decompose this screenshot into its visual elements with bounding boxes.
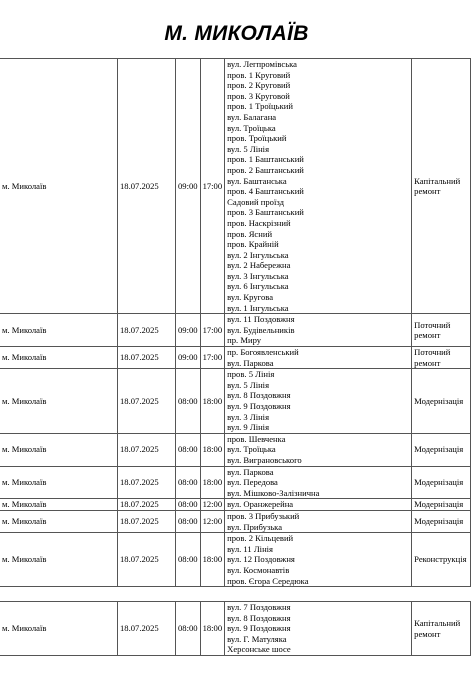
table-row	[0, 369, 471, 434]
start-time-cell: 09:00	[176, 347, 201, 369]
start-time-cell: 09:00	[176, 59, 201, 314]
street-item: пров. 3 Круговой	[227, 90, 290, 101]
city-cell: м. Миколаїв	[0, 433, 118, 466]
date-cell: 18.07.2025	[118, 314, 176, 347]
street-item: вул. 9 Поздовжня	[227, 623, 291, 634]
streets-cell	[225, 433, 412, 466]
work-type-cell: Модернізація	[412, 499, 471, 511]
streets-cell	[225, 499, 412, 511]
street-item: Садовий проїзд	[227, 196, 284, 207]
street-item: вул. Мішково-Залізнична	[227, 487, 320, 498]
date-cell: 18.07.2025	[118, 347, 176, 369]
street-item: пров. 1 Троїцький	[227, 101, 293, 112]
table-row	[0, 510, 471, 532]
street-item: пр. Богоявленський	[227, 347, 299, 358]
table-row	[0, 59, 471, 314]
work-type-cell: Модернізація	[412, 466, 471, 499]
street-item: пров. Ясний	[227, 228, 273, 239]
end-time-cell: 12:00	[200, 510, 225, 532]
street-item: вул. Паркова	[227, 357, 274, 368]
date-cell: 18.07.2025	[118, 510, 176, 532]
work-type-cell: Капітальний ремонт	[412, 602, 471, 656]
table-gap-cell	[0, 587, 471, 602]
table-row	[0, 499, 471, 511]
street-item: вул. 2 Інгульська	[227, 249, 289, 260]
date-cell: 18.07.2025	[118, 369, 176, 434]
outage-schedule-table	[0, 58, 471, 656]
table-row	[0, 466, 471, 499]
city-cell: м. Миколаїв	[0, 369, 118, 434]
streets-cell	[225, 466, 412, 499]
start-time-cell: 08:00	[176, 433, 201, 466]
street-item: вул. 7 Поздовжня	[227, 602, 291, 613]
street-item: вул. 12 Поздовжня	[227, 554, 295, 565]
streets-cell	[225, 59, 412, 314]
city-cell: м. Миколаїв	[0, 602, 118, 656]
end-time-cell: 18:00	[200, 602, 225, 656]
work-type-cell: Капітальний ремонт	[412, 59, 471, 314]
street-item: вул. 8 Поздовжня	[227, 390, 291, 401]
street-item: вул. Г. Матуляка	[227, 633, 287, 644]
date-cell: 18.07.2025	[118, 59, 176, 314]
street-item: вул. Будівельників	[227, 324, 295, 335]
streets-cell	[225, 314, 412, 347]
street-item: пров. Троїцький	[227, 133, 287, 144]
date-cell: 18.07.2025	[118, 466, 176, 499]
start-time-cell: 09:00	[176, 314, 201, 347]
city-cell: м. Миколаїв	[0, 499, 118, 511]
street-item: пров. 3 Прибузький	[227, 510, 300, 521]
street-item: вул. 6 Інгульська	[227, 281, 289, 292]
city-cell: м. Миколаїв	[0, 59, 118, 314]
street-item: пров. 1 Круговий	[227, 69, 291, 80]
street-item: вул. Передова	[227, 477, 278, 488]
street-item: вул. 2 Набережна	[227, 260, 291, 271]
street-item: пров. 2 Баштанський	[227, 164, 304, 175]
start-time-cell: 08:00	[176, 602, 201, 656]
streets-cell	[225, 602, 412, 656]
date-cell: 18.07.2025	[118, 533, 176, 587]
street-item: вул. 1 Інгульська	[227, 302, 289, 313]
street-item: пров. 5 Лінія	[227, 369, 275, 380]
street-item: вул. 5 Лінія	[227, 379, 270, 390]
start-time-cell: 08:00	[176, 499, 201, 511]
street-item: вул. Прибузька	[227, 521, 283, 532]
street-item: пров. Крайній	[227, 239, 279, 250]
street-item: вул. Легпромівська	[227, 59, 297, 69]
work-type-cell: Модернізація	[412, 433, 471, 466]
table-row	[0, 347, 471, 369]
start-time-cell: 08:00	[176, 369, 201, 434]
street-item: пров. Наскрізний	[227, 217, 291, 228]
city-cell: м. Миколаїв	[0, 510, 118, 532]
street-item: вул. Космонавтів	[227, 564, 290, 575]
work-type-cell: Реконструкція	[412, 533, 471, 587]
work-type-cell: Поточний ремонт	[412, 347, 471, 369]
street-item: вул. 9 Поздовжня	[227, 401, 291, 411]
city-cell: м. Миколаїв	[0, 314, 118, 347]
streets-cell	[225, 510, 412, 532]
street-item: вул. Оранжерейна	[227, 499, 294, 510]
end-time-cell: 18:00	[200, 466, 225, 499]
city-cell: м. Миколаїв	[0, 466, 118, 499]
street-item: вул. Баштанська	[227, 175, 287, 186]
city-cell: м. Миколаїв	[0, 347, 118, 369]
street-item: вул. Троїцька	[227, 444, 276, 455]
street-item: вул. 3 Інгульська	[227, 270, 289, 281]
street-item: вул. Виграновського	[227, 454, 302, 465]
street-item: вул. 5 Лінія	[227, 143, 270, 154]
start-time-cell: 08:00	[176, 533, 201, 587]
street-item: пров. 4 Баштанський	[227, 186, 304, 197]
street-item: пров. Шевченка	[227, 433, 286, 444]
street-item: Херсонське шосе	[227, 644, 291, 655]
end-time-cell: 18:00	[200, 433, 225, 466]
start-time-cell: 08:00	[176, 510, 201, 532]
date-cell: 18.07.2025	[118, 602, 176, 656]
page-title: М. МИКОЛАЇВ	[164, 22, 309, 45]
street-item: вул. 11 Поздовжня	[227, 314, 295, 325]
work-type-cell: Поточний ремонт	[412, 314, 471, 347]
street-item: пров. 2 Круговий	[227, 80, 291, 91]
work-type-cell: Модернізація	[412, 510, 471, 532]
end-time-cell: 18:00	[200, 533, 225, 587]
table-gap	[0, 587, 471, 602]
street-item: пров. 3 Баштанський	[227, 207, 304, 218]
table-row	[0, 433, 471, 466]
street-item: вул. Паркова	[227, 466, 274, 477]
table-row	[0, 602, 471, 656]
street-item: вул. 3 Лінія	[227, 411, 270, 422]
date-cell: 18.07.2025	[118, 499, 176, 511]
city-cell: м. Миколаїв	[0, 533, 118, 587]
street-item: вул. 9 Лінія	[227, 422, 270, 433]
streets-cell	[225, 347, 412, 369]
street-item: пров. 1 Баштанський	[227, 154, 304, 165]
street-item: вул. Балагана	[227, 111, 277, 122]
street-item: вул. Кругова	[227, 292, 274, 303]
street-item: вул. 11 Лінія	[227, 543, 274, 554]
end-time-cell: 17:00	[200, 59, 225, 314]
streets-cell	[225, 369, 412, 434]
streets-cell	[225, 533, 412, 587]
end-time-cell: 12:00	[200, 499, 225, 511]
date-cell: 18.07.2025	[118, 433, 176, 466]
end-time-cell: 17:00	[200, 347, 225, 369]
start-time-cell: 08:00	[176, 466, 201, 499]
street-item: пр. Миру	[227, 335, 262, 346]
table-row	[0, 314, 471, 347]
end-time-cell: 18:00	[200, 369, 225, 434]
table-row	[0, 533, 471, 587]
street-item: вул. Троїцька	[227, 122, 276, 133]
work-type-cell: Модернізація	[412, 369, 471, 434]
end-time-cell: 17:00	[200, 314, 225, 347]
street-item: пров. 2 Кільцевий	[227, 533, 294, 544]
street-item: вул. 8 Поздовжня	[227, 612, 291, 623]
street-item: пров. Єгора Середюка	[227, 575, 309, 586]
